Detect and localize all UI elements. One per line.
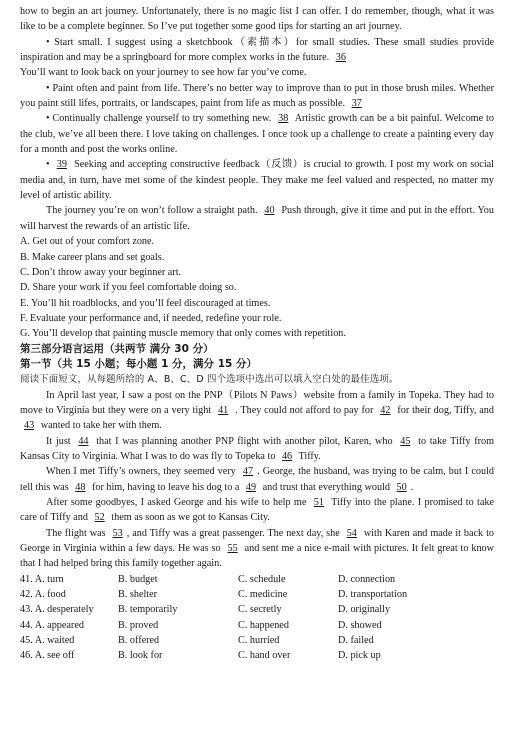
choice-row-46 bbox=[20, 648, 494, 663]
blank-52: 52 bbox=[94, 512, 105, 524]
blank-42: 42 bbox=[380, 404, 391, 416]
passage1-tip4 bbox=[20, 157, 494, 203]
option-b: B. Make career plans and set goals. bbox=[20, 251, 165, 263]
choice-42-d: D. transportation bbox=[338, 589, 408, 601]
p2c: to take Tiffy from Kansas City to Virginia. What I was to do was fly to Topeka to bbox=[20, 435, 495, 462]
p5d: and sent me a nice e-mail with pictures. It felt great to know that I had helped bring this family together again. bbox=[20, 543, 495, 570]
passage2-para5 bbox=[20, 526, 494, 572]
p4c: them as soon as we got to Kansas City. bbox=[111, 512, 270, 524]
choice-row-45 bbox=[20, 633, 494, 648]
choice-41-a: 41. A. turn bbox=[20, 573, 64, 585]
passage1-intro: how to begin an art journey. Unfortunately, there is no magic list I can offer. I do remember, though, what it was like to be a complete beginner. So I’ve put together some good tips for starting an art journey. bbox=[20, 6, 494, 33]
passage1-tip1 bbox=[20, 35, 494, 66]
tip1-text: • Start small. I suggest using a sketchbook（素描本）for small studies. These small studies provide inspiration and may be a springboard for more complex works in the future. bbox=[20, 36, 494, 64]
closing-b: Push through, give it time and put in the effort. You will harvest the rewards of an artistic life. bbox=[20, 205, 494, 232]
tip3a-text: • Continually challenge yourself to try something new. bbox=[46, 113, 272, 125]
choice-45-c: C. hurried bbox=[238, 635, 280, 647]
p3d: and trust that everything would bbox=[262, 481, 390, 493]
choice-row-43 bbox=[20, 602, 494, 617]
choice-41-b: B. budget bbox=[118, 573, 158, 585]
p1a: In April last year, I saw a post on the PNP（Pilots N Paws）website from a family in Topeka. They had to move to Virginia but they were on a very tight bbox=[20, 389, 494, 416]
choice-46-d: D. pick up bbox=[338, 650, 381, 662]
choice-43-c: C. secretly bbox=[238, 604, 282, 616]
choice-44-b: B. proved bbox=[118, 619, 159, 631]
passage1-closing bbox=[20, 203, 494, 234]
choice-45-a: 45. A. waited bbox=[20, 635, 75, 647]
choice-43-b: B. temporarily bbox=[118, 604, 178, 616]
p1d: wanted to take her with them. bbox=[40, 420, 162, 432]
choice-43-d: D. originally bbox=[338, 604, 391, 616]
choice-41-d: D. connection bbox=[338, 573, 396, 585]
blank-44: 44 bbox=[78, 435, 89, 447]
choice-46-b: B. look for bbox=[118, 650, 163, 662]
choice-46-c: C. hand over bbox=[238, 650, 291, 662]
choice-43-a: 43. A. desperately bbox=[20, 604, 94, 616]
blank-39: 39 bbox=[56, 159, 67, 171]
passage1-tip2 bbox=[20, 81, 494, 112]
choice-42-b: B. shelter bbox=[118, 589, 158, 601]
tip4-bullet: • bbox=[46, 159, 50, 171]
p3e: . bbox=[410, 481, 414, 493]
p1c: for their dog, Tiffy, and bbox=[397, 404, 494, 416]
p2d: Tiffy. bbox=[298, 450, 321, 462]
p5c: with Karen and made it back to George in Virginia within a few days. He was so bbox=[20, 527, 494, 555]
blank-55: 55 bbox=[227, 543, 238, 555]
blank-50: 50 bbox=[396, 481, 407, 493]
part3-title: 第三部分语言运用（共两节 满分 30 分） bbox=[20, 342, 214, 355]
passage2-para4 bbox=[20, 495, 494, 526]
blank-38: 38 bbox=[278, 113, 289, 125]
choice-46-a: 46. A. see off bbox=[20, 650, 75, 662]
blank-43: 43 bbox=[24, 420, 35, 432]
p5b: , and Tiffy was a great passenger. The next day, she bbox=[126, 527, 340, 539]
choice-row-44 bbox=[20, 618, 494, 633]
option-a: A. Get out of your comfort zone. bbox=[20, 236, 155, 248]
passage1-tip1b: You’ll want to look back on your journey to see how far you’ve come. bbox=[20, 67, 307, 79]
blank-48: 48 bbox=[75, 481, 86, 493]
blank-46: 46 bbox=[281, 450, 293, 462]
p5a: The flight was bbox=[46, 527, 106, 539]
passage2-para1 bbox=[20, 388, 494, 434]
blank-54: 54 bbox=[346, 527, 357, 539]
choice-row-42 bbox=[20, 587, 494, 602]
p3a: When I met Tiffy’s owners, they seemed very bbox=[46, 466, 236, 478]
p3c: for him, having to leave his dog to a bbox=[91, 481, 240, 493]
blank-53: 53 bbox=[112, 527, 123, 539]
section1-instruction: 阅读下面短文，从每题所给的 A、B、C、D 四个选项中选出可以填入空白处的最佳选项。 bbox=[20, 374, 399, 386]
blank-51: 51 bbox=[313, 497, 324, 508]
option-e: E. You’ll hit roadblocks, and you’ll feel discouraged at times. bbox=[20, 297, 271, 309]
choice-45-d: D. failed bbox=[338, 635, 374, 647]
blank-37: 37 bbox=[351, 98, 362, 110]
p4a: After some goodbyes, I asked George and his wife to help me bbox=[46, 497, 307, 508]
tip4b-text: Seeking and accepting constructive feedback（反馈）is crucial to growth. I post my work on social media and, in turn, have met some of the kindest people. They make me feel valued and respected, no matter my level of artistic ability. bbox=[20, 159, 495, 202]
choice-44-d: D. showed bbox=[338, 619, 382, 631]
choice-44-c: C. happened bbox=[238, 619, 289, 631]
blank-41: 41 bbox=[218, 404, 229, 416]
blank-36: 36 bbox=[335, 52, 346, 64]
choice-41-c: C. schedule bbox=[238, 573, 286, 585]
choice-row-41 bbox=[20, 572, 494, 587]
option-c: C. Don’t throw away your beginner art. bbox=[20, 266, 182, 278]
closing-a: The journey you’re on won’t follow a straight path. bbox=[46, 205, 258, 217]
tip2-text: • Paint often and paint from life. There’s no better way to improve than to put in those brush miles. Whether you paint still lifes, portraits, or landscapes, paint from life as much as possible. bbox=[20, 82, 494, 110]
choice-42-c: C. medicine bbox=[238, 589, 288, 601]
option-f: F. Evaluate your performance and, if needed, redefine your role. bbox=[20, 312, 282, 324]
p1b: . They could not afford to pay for bbox=[235, 404, 374, 416]
passage2-para3 bbox=[20, 464, 494, 495]
blank-49: 49 bbox=[245, 481, 257, 493]
blank-47: 47 bbox=[242, 466, 254, 478]
p4b: Tiffy into the plane. I promised to take care of Tiffy and bbox=[20, 497, 495, 524]
blank-45: 45 bbox=[400, 435, 411, 447]
tip3b-text: Artistic growth can be a bit painful. Welcome to the club, we’ve all been there. I love taking on challenges. I once took up a challenge to create a painting every day for a month and post the works online. bbox=[20, 113, 494, 156]
choice-42-a: 42. A. food bbox=[20, 589, 66, 601]
section1-title: 第一节（共 15 小题；每小题 1 分，满分 15 分） bbox=[20, 357, 257, 370]
blank-40: 40 bbox=[264, 205, 275, 217]
option-d: D. Share your work if you feel comfortable doing so. bbox=[20, 282, 237, 294]
option-g: G. You’ll develop that painting muscle memory that only comes with repetition. bbox=[20, 328, 346, 340]
passage1-tip3 bbox=[20, 111, 494, 157]
p2b: that I was planning another PNP flight with another pilot, Karen, who bbox=[96, 435, 393, 447]
choice-44-a: 44. A. appeared bbox=[20, 619, 84, 631]
p2a: It just bbox=[46, 435, 71, 447]
choice-45-b: B. offered bbox=[118, 635, 160, 647]
p3b: . George, the husband, was trying to be calm, but I could tell this was bbox=[20, 466, 494, 493]
passage2-para2 bbox=[20, 434, 494, 465]
